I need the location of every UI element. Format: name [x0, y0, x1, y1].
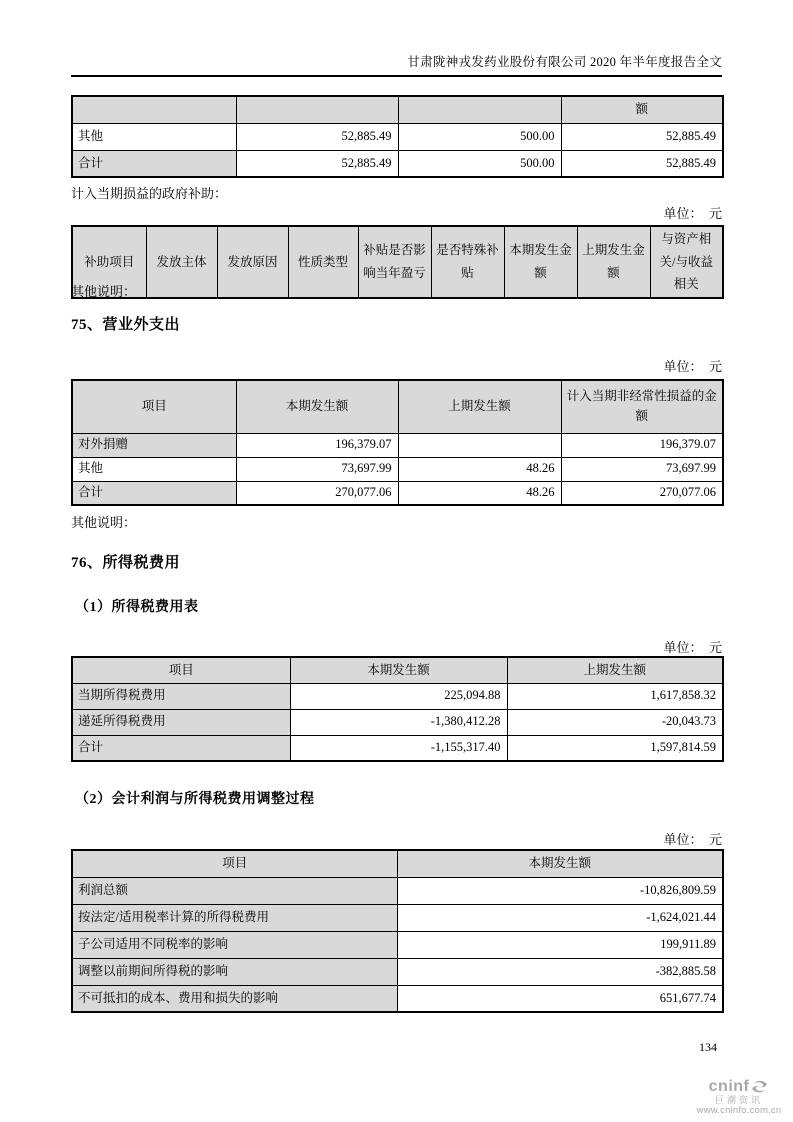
header-cell: 项目: [72, 380, 236, 433]
header-cell: 上期发生额: [398, 380, 561, 433]
value-cell: [398, 433, 561, 457]
page-header-title: 甘肃陇神戎发药业股份有限公司 2020 年半年度报告全文: [407, 55, 722, 69]
unit-label: 单位： 元: [663, 832, 722, 847]
header-cell: 项目: [72, 657, 290, 683]
row-label-cell: 子公司适用不同税率的影响: [72, 931, 397, 958]
value-cell: 651,677.74: [397, 985, 723, 1012]
value-cell: 52,885.49: [561, 123, 723, 150]
table-row: [72, 457, 723, 481]
table-row: [72, 985, 723, 1012]
row-label-cell: 利润总额: [72, 877, 397, 904]
header-cell: [398, 96, 561, 123]
row-label-cell: 其他: [72, 123, 236, 150]
value-cell: 48.26: [398, 481, 561, 505]
header-cell: 计入当期非经常性损益的金额: [561, 380, 723, 433]
value-cell: 270,077.06: [236, 481, 398, 505]
row-label-cell: 其他: [72, 457, 236, 481]
header-cell: 补贴是否影响当年盈亏: [358, 226, 431, 298]
income-tax-table: [71, 656, 724, 762]
value-cell: 196,379.07: [561, 433, 723, 457]
row-label-cell: 合计: [72, 150, 236, 177]
row-label-cell: 合计: [72, 735, 290, 761]
row-label-cell: 按法定/适用税率计算的所得税费用: [72, 904, 397, 931]
header-cell: 本期发生额: [236, 380, 398, 433]
table-header-row: [72, 96, 723, 123]
value-cell: 196,379.07: [236, 433, 398, 457]
table-row: [72, 958, 723, 985]
table-row: [72, 931, 723, 958]
row-label-cell: 对外捐赠: [72, 433, 236, 457]
logo-brand-row: [689, 1078, 789, 1096]
table-header-row: [72, 380, 723, 433]
unit-label: 单位： 元: [663, 206, 722, 221]
header-cell: [72, 96, 236, 123]
value-cell: 500.00: [398, 123, 561, 150]
unit-label: 单位： 元: [663, 359, 722, 374]
header-cell: 上期发生金额: [577, 226, 650, 298]
table-row: [72, 123, 723, 150]
value-cell: -1,380,412.28: [290, 709, 507, 735]
value-cell: 225,094.88: [290, 683, 507, 709]
value-cell: -20,043.73: [507, 709, 723, 735]
header-cell: 本期发生金额: [504, 226, 577, 298]
value-cell: 52,885.49: [561, 150, 723, 177]
cninfo-logo: [689, 1078, 789, 1117]
header-divider: [71, 75, 722, 77]
section-76-sub-2-title: （2）会计利润与所得税费用调整过程: [75, 792, 315, 807]
non-operating-expense-table: [71, 379, 724, 506]
table-row: [72, 481, 723, 505]
adjustment-table: [71, 849, 724, 1013]
table-header-row: [72, 850, 723, 877]
value-cell: -1,155,317.40: [290, 735, 507, 761]
value-cell: -382,885.58: [397, 958, 723, 985]
header-cell: 补助项目: [72, 226, 146, 298]
table-row: [72, 150, 723, 177]
row-label-cell: 当期所得税费用: [72, 683, 290, 709]
value-cell: 1,617,858.32: [507, 683, 723, 709]
value-cell: 48.26: [398, 457, 561, 481]
other-note: 其他说明：: [71, 284, 137, 299]
swirl-logo-icon: [750, 1079, 769, 1095]
row-label-cell: 递延所得税费用: [72, 709, 290, 735]
header-cell: 本期发生额: [397, 850, 723, 877]
value-cell: 52,885.49: [236, 150, 398, 177]
table-row: [72, 683, 723, 709]
header-cell: 上期发生额: [507, 657, 723, 683]
value-cell: 52,885.49: [236, 123, 398, 150]
section-75-title: 75、营业外支出: [71, 317, 181, 333]
row-label-cell: 调整以前期间所得税的影响: [72, 958, 397, 985]
header-cell: [236, 96, 398, 123]
logo-chinese-name: 巨潮资讯: [714, 1094, 763, 1105]
value-cell: 73,697.99: [236, 457, 398, 481]
logo-url: www.cninfo.com.cn: [696, 1105, 782, 1117]
table-row: [72, 735, 723, 761]
unit-label: 单位： 元: [663, 640, 722, 655]
header-cell: 是否特殊补贴: [431, 226, 504, 298]
header-cell: 项目: [72, 850, 397, 877]
row-label-cell: 不可抵扣的成本、费用和损失的影响: [72, 985, 397, 1012]
section-76-sub-1-title: （1）所得税费用表: [75, 600, 199, 615]
header-cell: 发放原因: [217, 226, 288, 298]
header-cell: 本期发生额: [290, 657, 507, 683]
value-cell: -1,624,021.44: [397, 904, 723, 931]
table-row: [72, 433, 723, 457]
table-row: [72, 904, 723, 931]
table-header-row: [72, 657, 723, 683]
value-cell: 1,597,814.59: [507, 735, 723, 761]
table-row: [72, 709, 723, 735]
table-row: [72, 877, 723, 904]
page-number: 134: [699, 1040, 717, 1054]
value-cell: 73,697.99: [561, 457, 723, 481]
section-76-title: 76、所得税费用: [71, 555, 181, 571]
other-note: 其他说明：: [71, 515, 137, 530]
row-label-cell: 合计: [72, 481, 236, 505]
gov-subsidy-note: 计入当期损益的政府补助：: [71, 186, 228, 201]
value-cell: -10,826,809.59: [397, 877, 723, 904]
continuation-table: [71, 95, 724, 178]
header-cell: 性质类型: [288, 226, 358, 298]
value-cell: 500.00: [398, 150, 561, 177]
header-cell: 与资产相关/与收益相关: [650, 226, 723, 298]
value-cell: 199,911.89: [397, 931, 723, 958]
logo-brand-text: cninf: [708, 1078, 750, 1095]
header-cell: 发放主体: [146, 226, 217, 298]
value-cell: 270,077.06: [561, 481, 723, 505]
header-cell: 额: [561, 96, 723, 123]
